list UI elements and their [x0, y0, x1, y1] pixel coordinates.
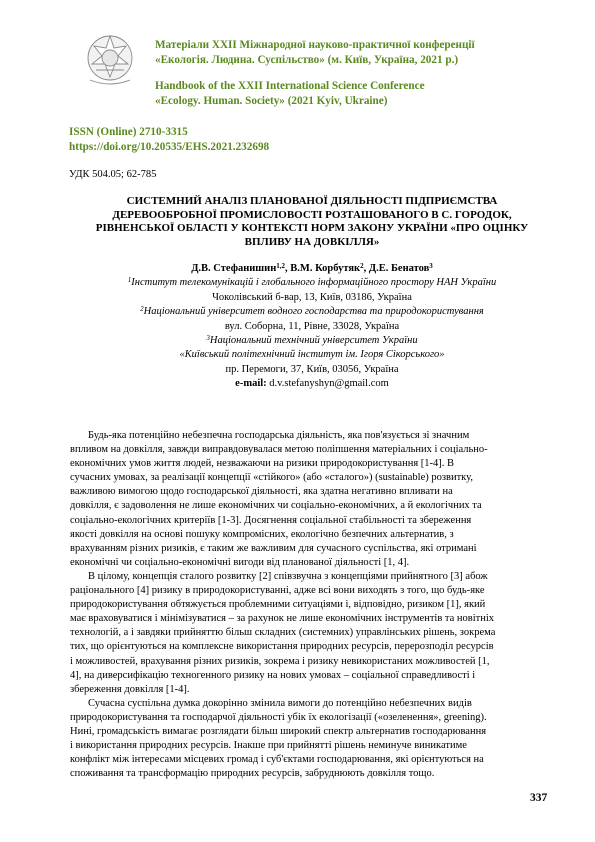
author-name: В.М. Корбутяк	[290, 263, 361, 274]
affiliation-address: вул. Соборна, 11, Рівне, 33028, Україна	[224, 320, 400, 332]
title-line: ВПЛИВУ НА ДОВКІЛЛЯ»	[244, 235, 380, 248]
affiliation-sup: 2	[140, 305, 144, 314]
author-affiliation-sup: 1,2	[276, 262, 286, 270]
conference-title-eng-line: «Ecology. Human. Society» (2021 Kyiv, Ukraine)	[155, 95, 388, 107]
text-line: конфлікт між інтересами місцевих громад і суб'єктами господарювання, які орієнтуються на	[70, 754, 484, 766]
udk-code: УДК 504.05; 62-785	[69, 169, 157, 180]
text-line: природокористування та господарчої діяльності убік їх екологізації («озеленення», greening).	[70, 711, 487, 723]
email-label: e-mail:	[235, 378, 267, 390]
text-line: Сучасна суспільна думка докорінно змінила вимоги до потенційно небезпечних видів	[88, 697, 472, 709]
affiliation-text: Інститут телекомунікацій і глобального інформаційного простору НАН України	[131, 277, 497, 289]
affiliation-sup: 1	[127, 276, 132, 285]
text-line: якості довкілля на основі пошуку компромісних, екологічно безпечних альтернатив, з	[70, 528, 454, 540]
affiliation-name-continued: «Київський політехнічний інститут ім. Ігоря Сікорського»	[179, 349, 445, 361]
email-line	[72, 377, 552, 391]
affiliation-address: Чоколівський б-вар, 13, Київ, 03186, Україна	[212, 291, 412, 303]
paragraph	[70, 570, 551, 697]
conference-title-ukr-line: Матеріали XXII Міжнародної науково-практичної конференції	[155, 39, 475, 51]
affiliation-name	[72, 305, 552, 319]
author-affiliation-sup: 3	[429, 262, 433, 270]
text-line: довкілля, є задоволення не лише економічних чи соціально-економічних, а й екологічних та	[70, 500, 482, 512]
author-affiliation-sup: 2	[360, 262, 364, 270]
text-line: раціонального [4] ризику в природокористуванні, адже всі вони виходять з того, що будь-яке	[70, 585, 485, 597]
text-line: Нині, громадськість вимагає розглядати більш широкий спектр альтернатив господарювання	[70, 725, 487, 737]
email-address[interactable]: d.v.stefanyshyn@gmail.com	[266, 378, 389, 390]
affiliation-text: Національний технічний університет України	[209, 335, 418, 347]
text-line: впливом на довкілля, завжди виправдовувалася метою поліпшення матеріальних і соціально-	[70, 444, 488, 456]
author-separator: ,	[285, 263, 291, 274]
text-line: і можливостей, врахування різних ризиків, зокрема і ризику невикористаних можливостей [1,	[70, 655, 490, 667]
text-line: і використання природних ресурсів. Інакше при прийнятті рішень неминуче виникатиме	[70, 740, 467, 752]
author-name: Д.В. Стефанишин	[191, 263, 277, 274]
text-line: Будь-яка потенційно небезпечна господарська діяльність, яка пов'язується зі значним	[88, 430, 470, 441]
text-line: важливою вимогою щодо господарської діяльності, яка здатна негативно впливати на	[70, 486, 453, 498]
text-line: врахуванням різних ризиків, є таким же важливим для сучасного суспільства, які отримані	[70, 542, 477, 554]
text-line: тих, що орієнтуються на комплексне використання природних ресурсів, перерозподіл ресурсів	[70, 641, 494, 653]
title-line: ДЕРЕВООБРОБНОЇ ПРОМИСЛОВОСТІ РОЗТАШОВАНОГО В С. ГОРОДОК,	[112, 208, 512, 221]
text-line: споживання та трансформацію природних ресурсів, забруднюють довкілля тощо.	[70, 768, 435, 780]
text-line: соціально-екологічних критеріїв [1-3]. Досягнення соціальної стабільності та збереження	[70, 514, 472, 526]
text-line: збереження довкілля [1-4].	[70, 683, 190, 695]
page-number: 337	[530, 792, 548, 804]
paragraph	[70, 697, 551, 782]
affiliation-sup: 3	[206, 334, 210, 343]
affiliation-name	[72, 334, 552, 348]
conference-logo-icon	[82, 30, 138, 88]
title-line: РІВНЕНСЬКОЇ ОБЛАСТІ У КОНТЕКСТІ НОРМ ЗАКОНУ УКРАЇНИ «ПРО ОЦІНКУ	[95, 222, 529, 235]
conference-title-eng-line: Handbook of the XXII International Science Conference	[155, 80, 425, 92]
text-line: 4], на диверсифікацію техногенного ризику на нових умовах – соціальної справедливості і	[70, 669, 476, 681]
author-list	[72, 262, 552, 276]
text-line: В цілому, концепція сталого розвитку [2] співзвучна з концепціями прийнятного [3] абож	[88, 570, 488, 582]
title-line: СИСТЕМНИЙ АНАЛІЗ ПЛАНОВАНОЇ ДІЯЛЬНОСТІ ПІДПРИЄМСТВА	[126, 195, 498, 207]
author-name: Д.Е. Бенатов	[368, 263, 430, 274]
authors-block	[72, 262, 552, 392]
conference-title-ukr-line: «Екологія. Людина. Суспільство» (м. Київ, Україна, 2021 р.)	[155, 54, 459, 66]
text-line: природокористування обтяжується проблемними ситуаціями і, відповідно, ризиком [1], який	[70, 599, 486, 611]
author-separator: ,	[363, 263, 369, 274]
issn-block	[69, 125, 269, 155]
body-text	[70, 429, 551, 781]
issn: ISSN (Online) 2710-3315	[69, 126, 188, 138]
text-line: економічні чи соціально-економічні вигоди від планованої діяльності [1, 4].	[70, 556, 410, 568]
paper-title	[72, 195, 552, 249]
text-line: сучасних умовах, за реалізації концепції «стійкого» (або «сталого») (sustainable) розвитку,	[70, 472, 473, 484]
affiliation-name	[72, 276, 552, 290]
text-line: технологій, а і завдяки прийняттю більш складних (системних) управлінських рішень, зокрема	[70, 627, 496, 639]
text-line: має враховуватися і мінімізуватися – за рахунок не лише економічних інструментів та новітніх	[70, 613, 495, 625]
paragraph	[70, 429, 551, 570]
affiliation-address: пр. Перемоги, 37, Київ, 03056, Україна	[225, 363, 399, 375]
affiliation-text: Національний університет водного господарства та природокористування	[143, 306, 484, 318]
doi-link[interactable]: https://doi.org/10.20535/EHS.2021.232698	[69, 141, 270, 153]
text-line: економічних умов життя людей, незважаючи на ризики природокористування [1-4]. В	[70, 458, 455, 470]
conference-header	[155, 38, 555, 120]
